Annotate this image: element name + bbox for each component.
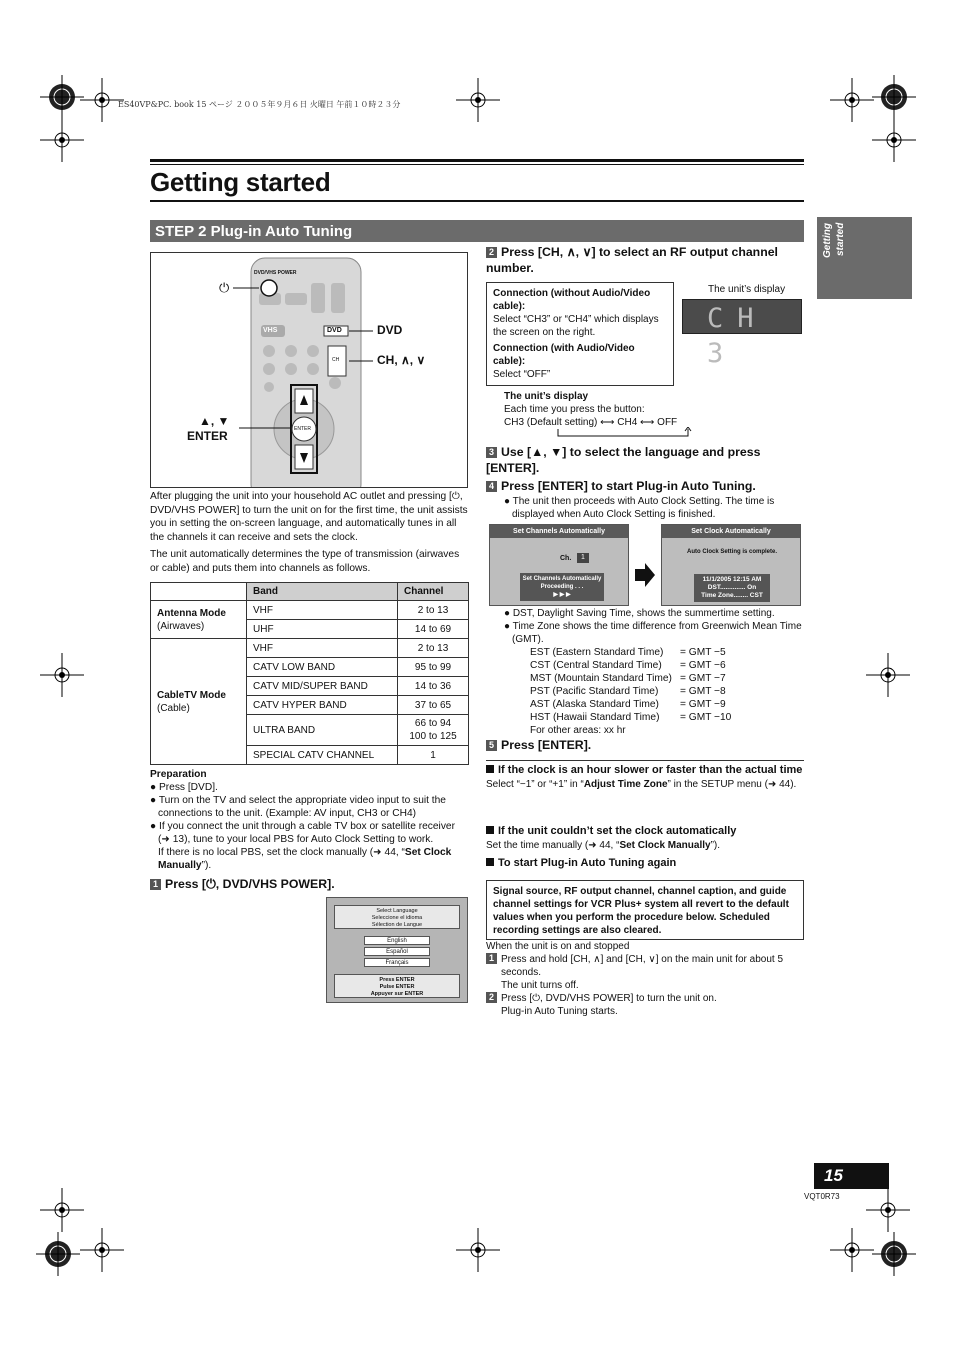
clock-time: 11/1/2005 12:15 AM [702, 576, 762, 583]
restart-steps [486, 940, 804, 1018]
doc-code: VQT0R73 [804, 1192, 840, 1201]
registration-mark [40, 1188, 84, 1232]
ch-label: Ch. [560, 555, 572, 562]
unit-display [682, 299, 802, 370]
remote-power-text: DVD/VHS POWER [254, 270, 297, 276]
timezone-row [530, 646, 804, 659]
intro-paragraph-1: After plugging the unit into your household AC outlet and pressing [⏻, DVD/VHS POWER] to turn the unit on for the first time, the unit assists you in setting the on-screen language, and automatically tunes in all the channels it can receive and sets the clock. [150, 491, 468, 543]
intro-paragraph-2: The unit automatically determines the type of transmission (airwaves or cable) and puts them into channels as follows. [150, 549, 460, 574]
timezone-offset: = GMT −9 [680, 699, 726, 710]
language-footer: Press ENTER [379, 977, 415, 983]
remote-ch-key: CH [332, 357, 340, 363]
step-4-note: ● The unit then proceeds with Auto Clock Setting. The time is displayed when Auto Clock Setting is finished. [504, 496, 775, 520]
step-text: Use [▲, ▼] to select the language and press [ENTER]. [486, 445, 761, 475]
channel-cell: 14 to 69 [398, 620, 469, 639]
channel-cell: 14 to 36 [398, 677, 469, 696]
step-text: Press [CH, ∧, ∨] to select an RF output channel number. [486, 245, 778, 275]
power-label: ⏻ [219, 280, 230, 295]
arrow-right-icon [635, 563, 655, 587]
registration-mark [830, 1228, 874, 1272]
ch-value: 1 [577, 553, 589, 563]
timezone-offset: = GMT −6 [680, 660, 726, 671]
step-text: Press [ENTER] to start Plug-in Auto Tuning. [501, 479, 756, 493]
screen-header: Set Clock Automatically [662, 525, 800, 538]
prep-continuation [150, 846, 468, 872]
text: ” in the SETUP menu (➜ 44). [667, 778, 797, 790]
step-number: 5 [486, 740, 497, 751]
restart-step-text: Press and hold [CH, ∧] and [CH, ∨] on the main unit for about 5 seconds. [501, 954, 784, 978]
lcd-text: CH 3 [707, 303, 768, 370]
clock-message: Auto Clock Setting is complete. [686, 549, 777, 555]
registration-mark [872, 118, 916, 162]
display-cycle-text: CH3 (Default setting) ⟷ CH4 ⟷ OFF [504, 417, 678, 428]
restart-step-note: Plug-in Auto Tuning starts. [501, 1006, 618, 1017]
clock-slow-heading-text: If the clock is an hour slower or faster than the actual time [498, 764, 803, 776]
note-bullet: ● DST, Daylight Saving Time, shows the summertime setting. [504, 608, 775, 619]
restart-step [486, 953, 804, 979]
time-notes [504, 607, 804, 737]
prep-bullet: ● Turn on the TV and select the appropriate video input to suit the connections to the unit. (Example: AV input, CH3 or CH4) [150, 795, 446, 819]
proceeding-text: Proceeding . . . [540, 584, 584, 590]
timezone-row [530, 711, 804, 724]
registration-mark [80, 1228, 124, 1272]
clock-fail-heading [486, 825, 804, 839]
side-tab [817, 217, 912, 299]
channel-value: 66 to 94 [414, 718, 452, 729]
preparation-heading: Preparation [150, 769, 207, 780]
note-text: DST, Daylight Saving Time, shows the summertime setting. [512, 608, 775, 619]
timezone-other: For other areas: xx hr [530, 725, 626, 736]
arrows-label: ▲, ▼ [199, 414, 230, 428]
timezone-offset: = GMT −7 [680, 673, 726, 684]
clock-fail-text [486, 839, 804, 853]
display-cycle-text: Each time you press the button: [504, 404, 645, 415]
step-text: Press [⏻, DVD/VHS POWER]. [165, 877, 335, 891]
antenna-mode-cell [151, 601, 247, 639]
connection-text: Select “OFF” [493, 369, 551, 380]
set-channels-screen [489, 524, 629, 606]
band-table [150, 582, 469, 765]
enter-label: ENTER [187, 429, 228, 443]
channel-cell [398, 715, 469, 746]
restart-when: When the unit is on and stopped [486, 941, 630, 952]
timezone-list [504, 646, 804, 737]
square-bullet-icon [486, 858, 494, 866]
band-cell: UHF [247, 620, 398, 639]
step-text: Press [ENTER]. [501, 738, 592, 752]
note-text: Time Zone shows the time difference from Greenwich Mean Time (GMT). [512, 621, 802, 645]
prep-bullet: ● Press [DVD]. [150, 782, 218, 793]
timezone-name: HST (Hawaii Standard Time) [530, 712, 660, 723]
clock-fail-section [486, 825, 804, 852]
step-number: 4 [486, 481, 497, 492]
channel-cell: 2 to 13 [398, 639, 469, 658]
prep-text: Press [DVD]. [158, 782, 218, 793]
registration-mark [456, 78, 500, 122]
channel-cell: 1 [398, 746, 469, 765]
prep-text: ”). [201, 860, 212, 871]
text-bold: Set Clock Manually [619, 839, 711, 851]
language-title: Sélection de Langue [371, 922, 423, 928]
restart-step-text: Press [⏻, DVD/VHS POWER] to turn the unit on. [501, 993, 717, 1004]
set-clock-screen [661, 524, 801, 606]
title-rule-thin [150, 164, 804, 165]
registration-mark [40, 653, 84, 697]
step-number: 3 [486, 447, 497, 458]
remote-enter-key: ENTER [294, 426, 311, 432]
step-number: 2 [486, 247, 497, 258]
step-heading: STEP 2 Plug-in Auto Tuning [150, 220, 804, 242]
step-number: 2 [486, 992, 497, 1003]
clock-slow-heading [486, 764, 804, 778]
antenna-mode-label: Antenna Mode [157, 607, 226, 619]
registration-mark [866, 1188, 910, 1232]
language-screen [326, 897, 468, 1003]
clock-slow-text [486, 778, 804, 792]
page-title: Getting started [150, 167, 331, 197]
square-bullet-icon [486, 826, 494, 834]
registration-mark [872, 1232, 916, 1276]
prep-text: Turn on the TV and select the appropriate video input to suit the connections to the unit. (Example: AV input, CH3 or CH4) [158, 795, 446, 819]
ch-label: CH, ∧, ∨ [377, 353, 426, 367]
display-cycle [504, 390, 804, 429]
step-4-note-text: The unit then proceeds with Auto Clock Setting. The time is displayed when Auto Clock Setting is finished. [512, 496, 775, 520]
text: Select “−1” or “+1” in “ [486, 778, 584, 790]
band-cell: CATV MID/SUPER BAND [247, 677, 398, 696]
remote-dvd-key: DVD [327, 327, 342, 334]
timezone-name: CST (Central Standard Time) [530, 660, 662, 671]
timezone-name: AST (Alaska Standard Time) [530, 699, 659, 710]
connection-text: Select “CH3” or “CH4” which displays the screen on the right. [493, 314, 659, 338]
prep-text: If there is no local PBS, set the clock manually (➜ 44, “ [158, 847, 405, 858]
cable-mode-cell [151, 639, 247, 765]
clock-fail-heading-text: If the unit couldn’t set the clock automatically [498, 825, 737, 837]
table-row [151, 639, 469, 658]
clock-box [694, 574, 770, 602]
language-option[interactable]: English [364, 936, 430, 945]
language-option[interactable]: Français [364, 958, 430, 967]
connection-box [486, 282, 674, 386]
screen-header: Set Channels Automatically [490, 525, 628, 538]
band-cell: VHF [247, 601, 398, 620]
connection-heading: Connection (without Audio/Video cable): [493, 288, 651, 312]
language-footer: Appuyer sur ENTER [370, 991, 424, 997]
band-cell: SPECIAL CATV CHANNEL [247, 746, 398, 765]
table-row [151, 601, 469, 620]
band-cell: CATV LOW BAND [247, 658, 398, 677]
language-title-box [334, 905, 460, 929]
display-cycle-heading: The unit’s display [504, 391, 589, 402]
registration-mark [40, 118, 84, 162]
prep-text: If you connect the unit through a cable TV box or satellite receiver (➜ 13), tune to your local PBS for Auto Clock Setting to work. [158, 821, 455, 845]
connection-heading: Connection (with Audio/Video cable): [493, 343, 635, 367]
print-header: ES40VP&PC. book 15 ページ ２００５年９月６日 火曜日 午前１０時２３分 [118, 100, 401, 109]
band-header: Band [247, 583, 398, 601]
channel-value-2: 100 to 125 [409, 731, 457, 742]
language-title: Seleccione el idioma [371, 915, 423, 921]
restart-step [486, 992, 804, 1005]
step-number: 1 [150, 879, 161, 890]
clock-timezone: Time Zone........ CST [701, 592, 763, 599]
remote-drawing [151, 253, 468, 488]
timezone-row [530, 698, 804, 711]
cable-mode-label: CableTV Mode [157, 689, 226, 701]
proceeding-text: ▶ ▶ ▶ [553, 592, 571, 598]
registration-mark [872, 75, 916, 119]
step-1 [150, 877, 468, 893]
proceeding-text: Set Channels Automatically [522, 576, 602, 582]
restart-step-note: The unit turns off. [501, 980, 579, 991]
antenna-mode-sub: (Airwaves) [157, 620, 205, 632]
text: ”). [710, 839, 721, 851]
timezone-name: MST (Mountain Standard Time) [530, 673, 672, 684]
square-bullet-icon [486, 765, 494, 773]
note-bullet: ● Time Zone shows the time difference from Greenwich Mean Time (GMT). [504, 621, 802, 645]
restart-heading-text: To start Plug-in Auto Tuning again [498, 857, 677, 869]
registration-mark [456, 1228, 500, 1272]
registration-mark [40, 75, 84, 119]
band-cell: CATV HYPER BAND [247, 696, 398, 715]
cycle-return-arrow [556, 427, 692, 439]
step-3 [486, 445, 804, 476]
timezone-row [530, 685, 804, 698]
timezone-offset: = GMT −8 [680, 686, 726, 697]
channel-cell: 37 to 65 [398, 696, 469, 715]
table-corner [151, 583, 247, 601]
timezone-name: EST (Eastern Standard Time) [530, 647, 664, 658]
title-rule-bottom [150, 200, 804, 202]
restart-warning-box: Signal source, RF output channel, channel caption, and guide channel settings for VCR Plus+ system all revert to the default values when you perform the procedure below. Scheduled recording settings are also cleared. [486, 880, 804, 940]
registration-mark [830, 78, 874, 122]
side-tab-label: Getting started [822, 223, 846, 258]
step-5 [486, 738, 804, 754]
timezone-offset: = GMT −5 [680, 647, 726, 658]
page-number: 15 [814, 1163, 889, 1189]
step-4 [486, 479, 804, 495]
channel-header: Channel [398, 583, 469, 601]
unit-display-caption: The unit’s display [708, 284, 786, 295]
prep-bullet: ● If you connect the unit through a cable TV box or satellite receiver (➜ 13), tune to your local PBS for Auto Clock Setting to work. [150, 821, 455, 845]
channel-cell: 2 to 13 [398, 601, 469, 620]
dvd-label: DVD [377, 323, 403, 337]
proceeding-box [520, 573, 604, 601]
language-footer: Pulse ENTER [379, 984, 415, 990]
prep-bold: Set Clock Manually [158, 847, 452, 871]
timezone-row [530, 659, 804, 672]
language-title: Select Language [376, 908, 418, 914]
clock-slow-section [486, 764, 804, 791]
text: Set the time manually (➜ 44, “ [486, 839, 620, 851]
step-number: 1 [486, 953, 497, 964]
preparation [150, 768, 468, 872]
timezone-row [530, 672, 804, 685]
registration-mark [866, 653, 910, 697]
channel-cell: 95 to 99 [398, 658, 469, 677]
clock-dst: DST.............. On [707, 584, 757, 591]
text-bold: Adjust Time Zone [583, 778, 668, 790]
remote-vhs-key: VHS [263, 327, 278, 334]
title-rule-top [150, 159, 804, 162]
band-cell: ULTRA BAND [247, 715, 398, 746]
remote-illustration [150, 252, 468, 488]
section-divider [486, 760, 804, 761]
language-footer-box [334, 974, 460, 998]
language-option[interactable]: Español [364, 947, 430, 956]
band-cell: VHF [247, 639, 398, 658]
timezone-name: PST (Pacific Standard Time) [530, 686, 659, 697]
step-2 [486, 245, 804, 276]
restart-heading [486, 857, 804, 871]
timezone-offset: = GMT −10 [680, 712, 732, 723]
registration-mark [36, 1232, 80, 1276]
cable-mode-sub: (Cable) [157, 702, 190, 714]
